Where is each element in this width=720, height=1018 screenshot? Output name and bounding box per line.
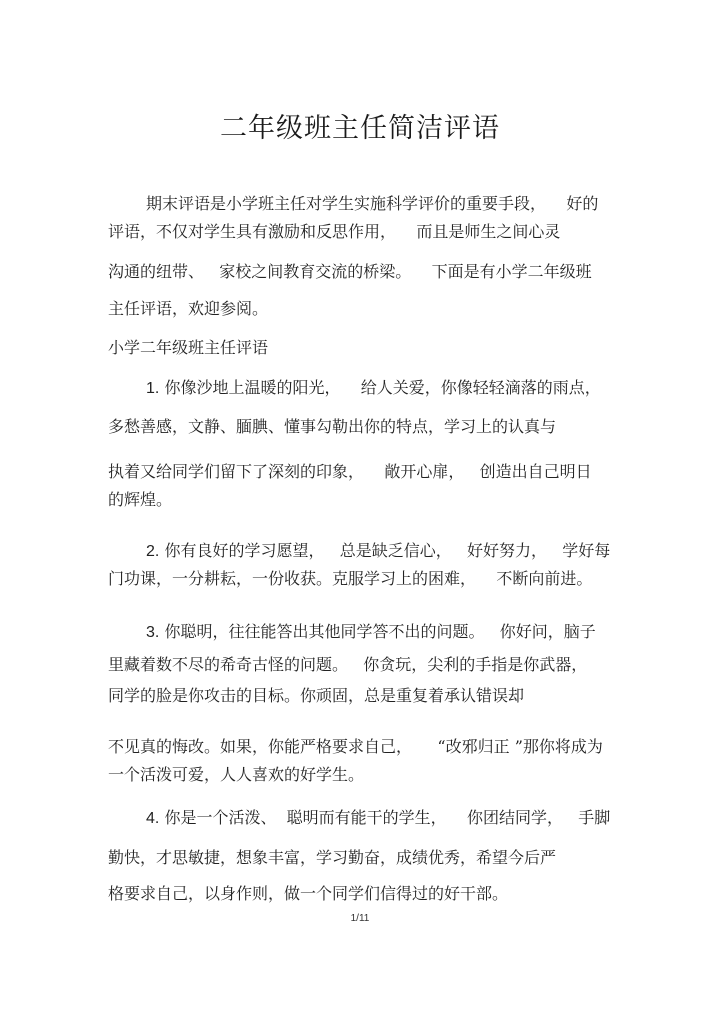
item-4-number: 4. [146,810,160,827]
item-1-line-3: 执着又给同学们留下了深刻的印象， 敞开心扉， 创造出自己明日 [108,462,592,481]
intro-line-2: 评语，不仅对学生具有激励和反思作用， 而且是师生之间心灵 [108,222,561,241]
section-heading: 小学二年级班主任评语 [108,338,269,357]
item-3-line-5: 一个活泼可爱，人人喜欢的好学生。 [108,765,365,784]
item-3-line-4: 不见真的悔改。如果，你能严格要求自己， “改邪归正 ”那你将成为 [108,737,603,756]
item-4-line-3: 格要求自己，以身作则，做一个同学们信得过的好干部。 [108,884,509,903]
item-1-line-1: 1. 你像沙地上温暖的阳光， 给人关爱，你像轻轻滴落的雨点， [146,378,601,397]
item-4-line-2: 勤快，才思敏捷，想象丰富，学习勤奋，成绩优秀，希望今后严 [108,848,557,867]
item-3-number: 3. [146,624,160,641]
item-1-line-4: 的辉煌。 [108,490,173,509]
document-title: 二年级班主任简洁评语 [220,113,500,144]
item-4-line-1: 4. 你是一个活泼、 聪明而有能干的学生， 你团结同学， 手脚 [146,808,611,827]
item-2-line-1: 2. 你有良好的学习愿望， 总是缺乏信心， 好好努力， 学好每 [146,541,611,560]
item-1-number: 1. [146,380,160,397]
item-3-line-1: 3. 你聪明，往往能答出其他同学答不出的问题。 你好问，脑子 [146,622,596,641]
item-1-line-2: 多愁善感，文静、腼腆、懂事勾勒出你的特点，学习上的认真与 [108,417,557,436]
item-3-line-3: 同学的脸是你攻击的目标。你顽固，总是重复着承认错误却 [108,686,525,705]
item-2-line-2: 门功课，一分耕耘，一份收获。克服学习上的困难， 不断向前进。 [108,569,593,588]
item-3-line-2: 里藏着数不尽的希奇古怪的问题。 你贪玩，尖利的手指是你武器， [108,655,588,674]
intro-line-3: 沟通的纽带、 家校之间教育交流的桥梁。 下面是有小学二年级班 [108,262,592,281]
item-2-number: 2. [146,543,160,560]
page-number: 1/11 [350,913,370,924]
intro-line-1: 期末评语是小学班主任对学生实施科学评价的重要手段， 好的 [146,194,599,213]
intro-line-4: 主任评语，欢迎参阅。 [108,299,269,318]
